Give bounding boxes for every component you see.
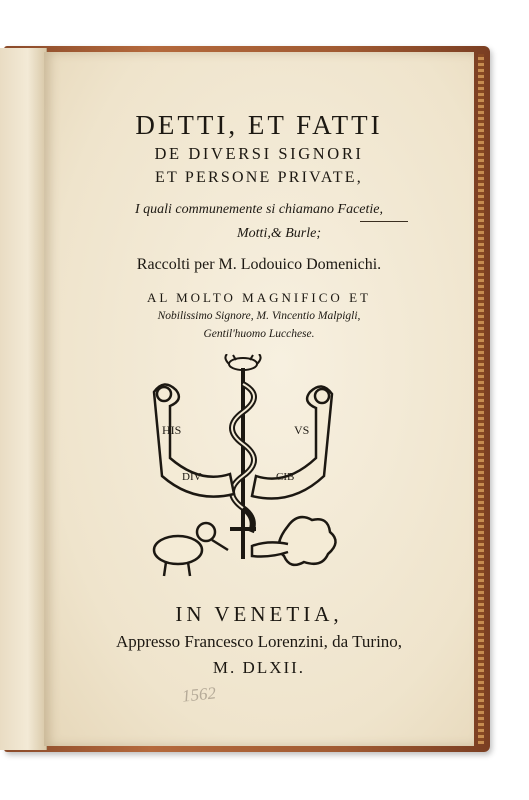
author-line: Raccolti per M. Lodouico Domenichi. xyxy=(136,256,382,273)
dedication-line-3: Gentil'huomo Lucchese. xyxy=(203,328,315,340)
pencil-annotation: 1562 xyxy=(181,683,217,706)
dedication-line-1: AL MOLTO MAGNIFICO ET xyxy=(147,290,371,305)
left-banner-text: HIS xyxy=(162,423,182,437)
book xyxy=(0,42,497,756)
lower-right-banner-text: CIB xyxy=(276,471,295,483)
dedication-line-2: Nobilissimo Signore, M. Vincentio Malpigli, xyxy=(157,310,361,322)
lower-left-banner-text: DIV xyxy=(182,471,202,483)
imprint-date: M. DLXII. xyxy=(212,658,306,677)
printers-device xyxy=(148,354,338,584)
title-page xyxy=(44,52,474,746)
title-line-3: ET PERSONE PRIVATE, xyxy=(155,169,363,186)
subtitle-line-2: Motti,& Burle; xyxy=(237,226,321,241)
lamb-icon xyxy=(154,523,228,576)
imprint-place: IN VENETIA, xyxy=(175,602,343,626)
wreath-icon xyxy=(225,354,260,370)
title-line-2: DE DIVERSI SIGNORI xyxy=(154,144,364,163)
subtitle-line-1: I quali communemente si chiamano Facetie, xyxy=(134,202,384,217)
right-banner-text: VS xyxy=(294,423,310,437)
cloud-hand-icon xyxy=(252,517,336,565)
flyleaf xyxy=(0,48,47,750)
imprint-printer: Appresso Francesco Lorenzini, da Turino, xyxy=(115,632,403,651)
title-line-1: DETTI, ET FATTI xyxy=(135,110,383,140)
ink-underline xyxy=(360,221,408,222)
